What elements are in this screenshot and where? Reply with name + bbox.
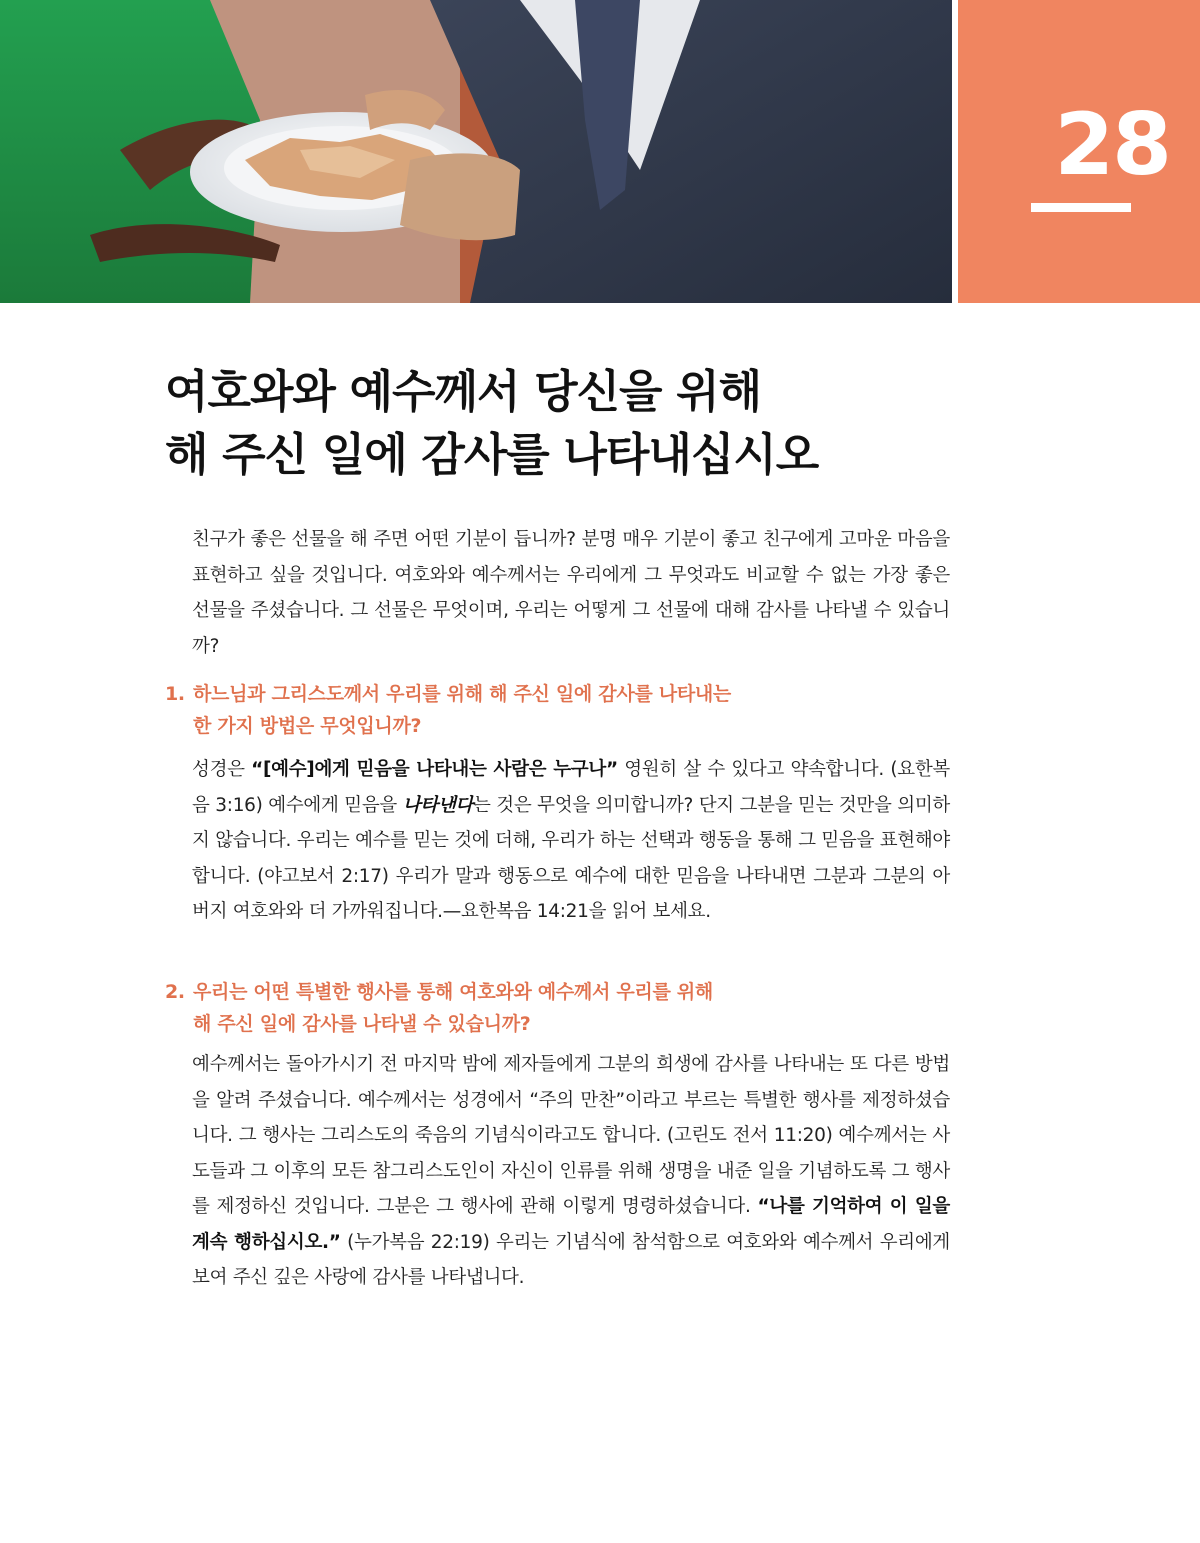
intro-paragraph: 친구가 좋은 선물을 해 주면 어떤 기분이 듭니까? 분명 매우 기분이 좋고 친구에게 고마운 마음을 표현하고 싶을 것입니다. 여호와와 예수께서는 우리에게 그 무엇과도 비교할 수 없는 가장 좋은 선물을 주셨습니다. 그 선물은 무엇이며, 우리는 어떻게 그 선물에 대해 감사를 나타낼 수 있습니까? [192,529,950,657]
answer-text: 영원히 살 수 있다고 약속합니다. (요한복음 3:16) 예수에게 믿음을 [192,759,950,816]
answer-2-paragraph [192,1047,950,1296]
answer-text: 예수께서는 돌아가시기 전 마지막 밤에 제자들에게 그분의 희생에 감사를 나타내는 또 다른 방법을 알려 주셨습니다. 예수께서는 성경에서 “주의 만찬”이라고 부르는 특별한 행사를 제정하셨습니다. 그 행사는 그리스도의 죽음의 기념식이라고도 합니다. (고린도 전서 11:20) 예수께서는 사도들과 그 이후의 모든 참그리스도인이 자신이 인류를 위해 생명을 내준 일을 기념하도록 그 행사를 제정하신 것입니다. 그분은 그 행사에 관해 이렇게 명령하셨습니다. [192,1054,950,1217]
hand-right-bottom [400,153,520,240]
question-2 [165,976,955,1040]
hero-photo [0,0,952,303]
lesson-number-underline [1031,203,1131,212]
question-text-line2: 해 주신 일에 감사를 나타낼 수 있습니까? [193,1013,531,1035]
lesson-number: 28 [1054,95,1170,195]
question-1 [165,678,955,742]
page-title [165,360,985,486]
question-number: 2. [165,981,185,1003]
question-text-line1: 우리는 어떤 특별한 행사를 통해 여호와와 예수께서 우리를 위해 [193,981,713,1003]
emphasized-word: 나타낸다 [402,794,474,816]
bible-quote: “[예수]에게 믿음을 나타내는 사람은 누구나” [251,759,618,780]
suit-jacket [430,0,952,303]
page-title-line1: 여호와와 예수께서 당신을 위해 [165,365,762,418]
page-title-line2: 해 주신 일에 감사를 나타내십시오 [165,428,819,481]
answer-text: 는 것은 무엇을 의미합니까? 단지 그분을 믿는 것만을 의미하지 않습니다. 우리는 예수를 믿는 것에 더해, 우리가 하는 선택과 행동을 통해 그 믿음을 표현해야 합니다. (야고보서 2:17) 우리가 말과 행동으로 예수에 대한 믿음을 나타내면 그분과 그분의 아버지 여호와와 더 가까워집니다.—요한복음 14:21을 읽어 보세요. [192,794,951,922]
question-text-line1: 하느님과 그리스도께서 우리를 위해 해 주신 일에 감사를 나타내는 [193,683,731,705]
lesson-number-badge [958,0,1200,303]
question-text-line2: 한 가지 방법은 무엇입니까? [193,715,422,737]
answer-text: 성경은 [192,759,252,780]
question-number: 1. [165,683,185,705]
answer-text: (누가복음 22:19) 우리는 기념식에 참석함으로 여호와와 예수께서 우리에게 보여 주신 깊은 사랑에 감사를 나타냅니다. [192,1231,950,1288]
bible-quote: “나를 기억하여 이 일을 계속 행하십시오.” [192,1196,950,1253]
hero-illustration [0,0,952,303]
answer-1-paragraph [192,752,950,930]
